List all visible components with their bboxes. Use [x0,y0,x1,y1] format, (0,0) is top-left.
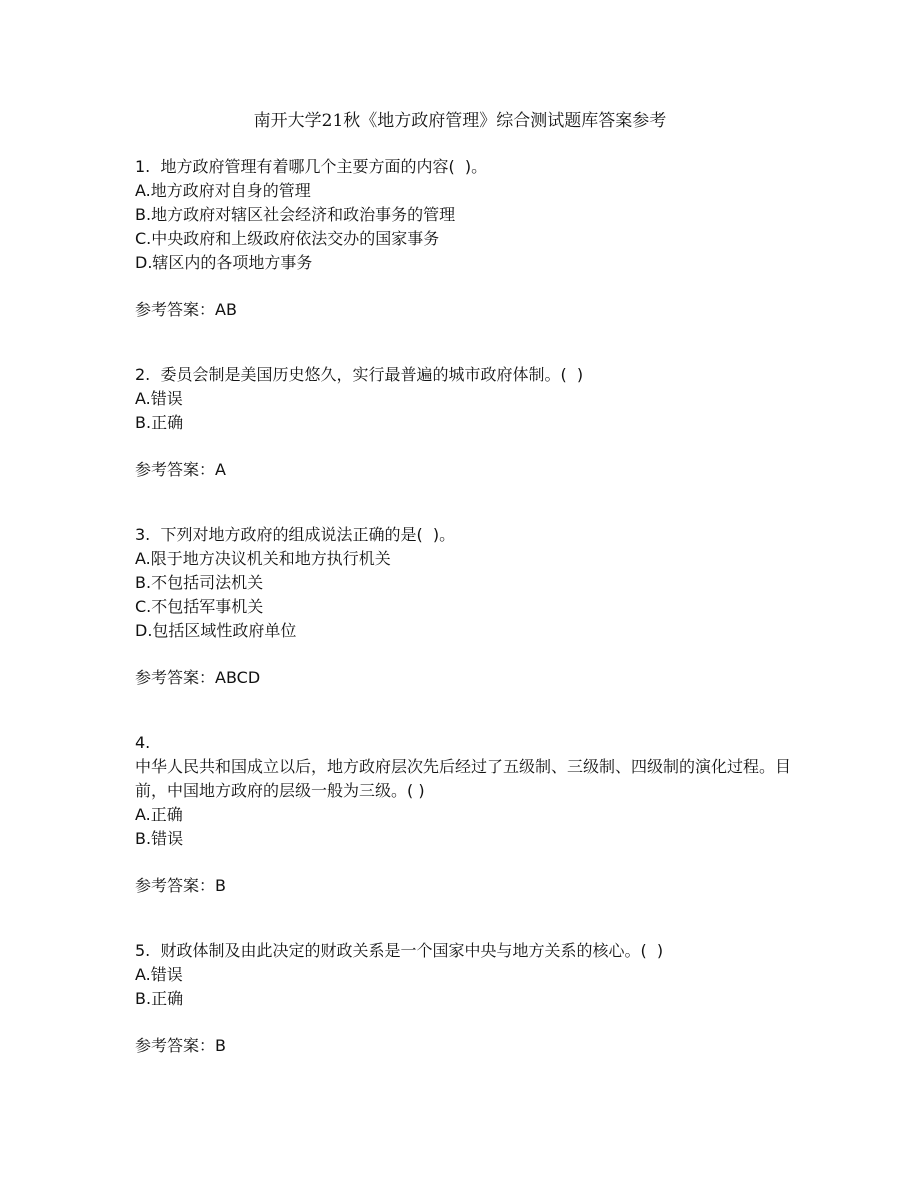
option-a: A.限于地方决议机关和地方执行机关 [135,549,391,568]
question-text: 财政体制及由此决定的财政关系是一个国家中央与地方关系的核心。( ) [160,941,664,960]
question-text: 地方政府管理有着哪几个主要方面的内容( )。 [160,157,488,176]
question-3 [135,523,815,690]
option-b: B.正确 [135,413,184,432]
question-number: 5. [135,941,151,960]
option-a: A.错误 [135,389,183,408]
question-text: 中华人民共和国成立以后，地方政府层次先后经过了五级制、三级制、四级制的演化过程。目前，中国地方政府的层级一般为三级。( ) [135,757,792,800]
answer-value: A [215,460,226,479]
option-b: B.地方政府对辖区社会经济和政治事务的管理 [135,205,456,224]
answer-label: 参考答案： [135,460,216,479]
option-b: B.不包括司法机关 [135,573,264,592]
question-2 [135,363,815,482]
answer-value: ABCD [215,668,261,687]
answer-label: 参考答案： [135,300,216,319]
answer-value: B [215,876,226,895]
answer-line [135,666,815,690]
question-number: 1. [135,157,151,176]
option-b: B.正确 [135,989,184,1008]
answer-label: 参考答案： [135,668,216,687]
answer-line [135,458,815,482]
question-number: 4. [135,733,151,752]
answer-line [135,1034,815,1058]
question-1 [135,155,815,322]
option-d: D.辖区内的各项地方事务 [135,253,313,272]
answer-line [135,298,815,322]
question-stem [135,363,815,387]
question-number: 3. [135,525,151,544]
answer-label: 参考答案： [135,876,216,895]
question-text: 下列对地方政府的组成说法正确的是( )。 [160,525,456,544]
option-d: D.包括区域性政府单位 [135,621,297,640]
question-number: 2. [135,365,151,384]
option-c: C.不包括军事机关 [135,597,264,616]
answer-label: 参考答案： [135,1036,216,1055]
document-title: 南开大学21秋《地方政府管理》综合测试题库答案参考 [253,111,667,131]
option-a: A.正确 [135,805,183,824]
question-text: 委员会制是美国历史悠久，实行最普遍的城市政府体制。( ) [160,365,584,384]
question-5 [135,939,815,1058]
option-a: A.错误 [135,965,183,984]
option-c: C.中央政府和上级政府依法交办的国家事务 [135,229,440,248]
question-stem [135,939,815,963]
question-stem [135,523,815,547]
question-4 [135,731,815,898]
option-a: A.地方政府对自身的管理 [135,181,311,200]
answer-value: B [215,1036,226,1055]
answer-line [135,874,815,898]
option-b: B.错误 [135,829,184,848]
question-stem [135,155,815,179]
answer-value: AB [215,300,237,319]
